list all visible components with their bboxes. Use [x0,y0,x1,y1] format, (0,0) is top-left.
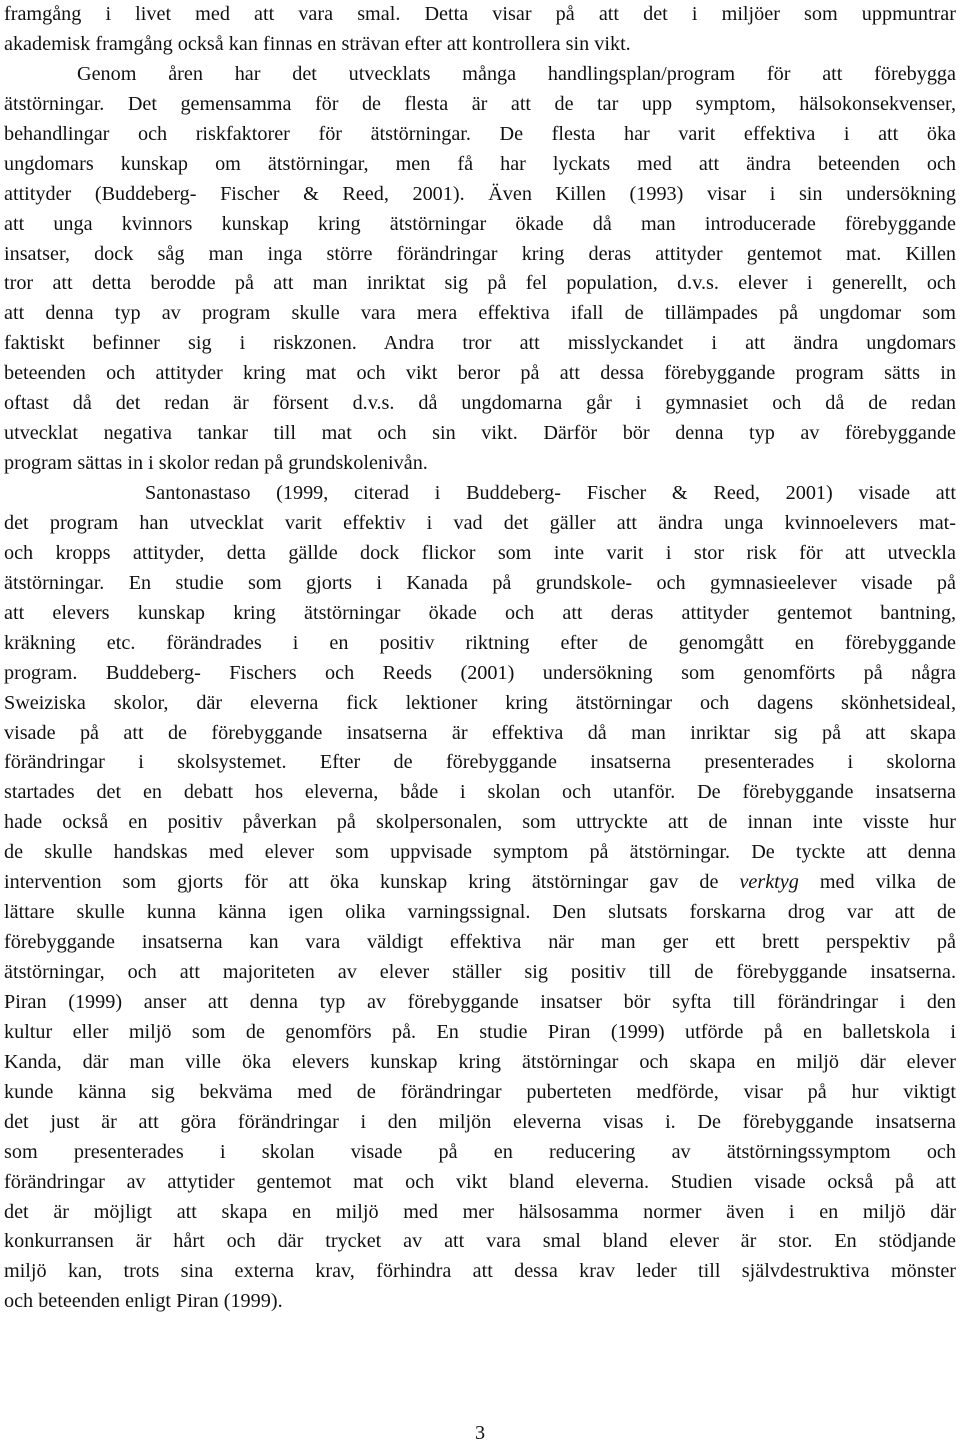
text-line: behandlingar och riskfaktorer för ätstörningar. De flesta har varit effektiva i att öka [4,122,956,145]
text-line: förebyggande insatserna kan vara väldigt effektiva när man ger ett brett perspektiv på [4,931,956,954]
text-line: kräkning etc. förändrades i en positiv riktning efter de genomgått en förebyggande [4,631,956,654]
text-line: hade också en positiv påverkan på skolpersonalen, som uttryckte att de innan inte visste hur [4,811,956,834]
paragraph-3 [4,479,956,1317]
text-line: Kanda, där man ville öka elevers kunskap kring ätstörningar och skapa en miljö där elever [4,1050,956,1073]
text-line: akademisk framgång också kan finnas en strävan efter att kontrollera sin vikt. [4,32,631,55]
text-line: faktiskt befinner sig i riskzonen. Andra tror att misslyckandet i att ändra ungdomars [4,332,956,355]
text-line: ätstörningar, och att majoriteten av elever ställer sig positiv till de förebyggande insatserna. [4,961,956,983]
text-line: att elevers kunskap kring ätstörningar ökade och att deras attityder gentemot bantning, [4,601,956,624]
paragraph-1 [4,0,956,60]
text-line: oftast då det redan är försent d.v.s. då ungdomarna går i gymnasiet och då de redan [4,392,956,415]
text-line: lättare skulle kunna känna igen olika varningssignal. Den slutsats forskarna drog var att de [4,901,956,924]
text-line: miljö kan, trots sina externa krav, förhindra att dessa krav leder till självdestruktiva mönster [4,1260,956,1283]
text-line: Sweiziska skolor, där eleverna fick lektioner kring ätstörningar och dagens skönhetsideal, [4,691,956,714]
text-line: visade på att de förebyggande insatserna är effektiva då man inriktar sig på att skapa [4,721,956,744]
text-line: program sättas in i skolor redan på grundskolenivån. [4,452,428,475]
text-line: det just är att göra förändringar i den miljön eleverna visas i. De förebyggande insatserna [4,1110,956,1133]
paragraph-2 [4,60,956,479]
text-line: tror att detta berodde på att man inriktat sig på fel population, d.v.s. elever i generellt, och [4,272,956,295]
text-run: intervention som gjorts för att öka kunskap kring ätstörningar gav de [4,871,740,894]
text-run: med vilka de [798,871,956,894]
text-line: det är möjligt att skapa en miljö med mer hälsosamma normer även i en miljö där [4,1200,956,1223]
text-line: utvecklat negativa tankar till mat och sin vikt. Därför bör denna typ av förebyggande [4,422,956,445]
text-line: ungdomars kunskap om ätstörningar, men få har lyckats med att ändra beteenden och [4,152,956,175]
text-line: det program han utvecklat varit effektiv i vad det gäller att ändra unga kvinnoelevers mat- [4,511,956,534]
text-line: ätstörningar. En studie som gjorts i Kanada på grundskole- och gymnasieelever visade på [4,571,956,594]
text-line: program. Buddeberg- Fischers och Reeds (2001) undersökning som genomförts på några [4,661,956,684]
text-line: Santonastaso (1999, citerad i Buddeberg- Fischer & Reed, 2001) visade att [145,482,956,504]
text-line: kultur eller miljö som de genomförs på. En studie Piran (1999) utförde på en balletskola i [4,1020,956,1043]
text-line: Genom åren har det utvecklats många handlingsplan/program för att förebygga [77,62,956,85]
text-line: de skulle handskas med elever som uppvisade symptom på ätstörningar. De tyckte att denna [4,841,956,864]
text-line: konkurransen är hårt och där trycket av att vara smal bland elever är stor. En stödjande [4,1230,956,1253]
text-line: beteenden och attityder kring mat och vikt beror på att dessa förebyggande program sätts in [4,362,956,385]
text-line: och kropps attityder, detta gällde dock flickor som inte varit i stor risk för att utveckla [4,541,956,564]
text-line: förändringar av attytider gentemot mat och vikt bland eleverna. Studien visade också på att [4,1170,956,1193]
text-line: förändringar i skolsystemet. Efter de förebyggande insatserna presenterades i skolorna [4,751,956,774]
text-line: framgång i livet med att vara smal. Detta visar på att det i miljöer som uppmuntrar [4,3,956,25]
page-number: 3 [474,1422,486,1444]
text-line: och beteenden enligt Piran (1999). [4,1290,283,1313]
text-line: ätstörningar. Det gemensamma för de flesta är att de tar upp symptom, hälsokonsekvenser, [4,92,956,115]
text-line: Piran (1999) anser att denna typ av förebyggande insatser bör syfta till förändringar i den [4,990,956,1013]
italic-term: verktyg [739,871,799,894]
body-text [4,0,956,1317]
text-line: kunde känna sig bekväma med de förändringar puberteten medförde, visar på hur viktigt [4,1080,956,1103]
text-line: attityder (Buddeberg- Fischer & Reed, 2001). Även Killen (1993) visar i sin undersökning [4,182,956,205]
text-line: insatser, dock såg man inga större förändringar kring deras attityder gentemot mat. Killen [4,242,956,265]
text-line: att unga kvinnors kunskap kring ätstörningar ökade då man introducerade förebyggande [4,212,956,235]
text-line: startades det en debatt hos eleverna, både i skolan och utanför. De förebyggande insatserna [4,781,956,804]
text-line: som presenterades i skolan visade på en reducering av ätstörningssymptom och [4,1140,956,1163]
text-line: att denna typ av program skulle vara mera effektiva ifall de tillämpades på ungdomar som [4,302,956,325]
text-line-with-italic [4,868,956,898]
